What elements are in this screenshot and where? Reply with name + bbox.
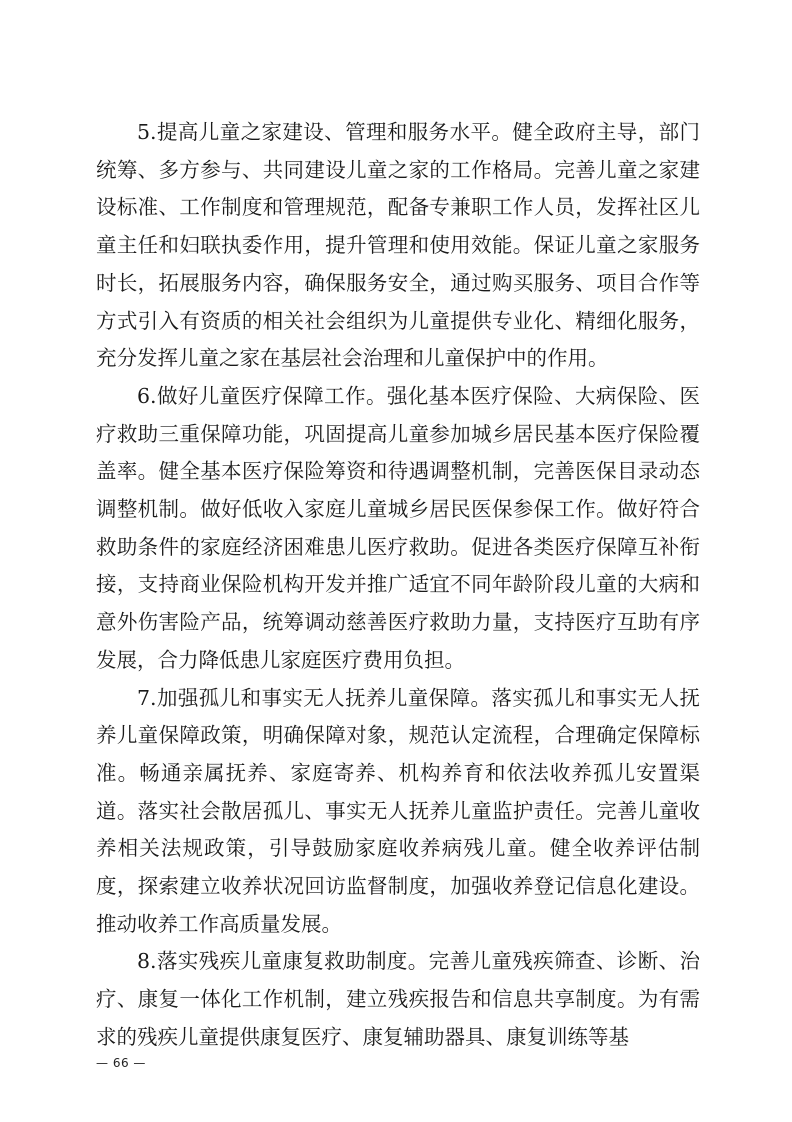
document-body: [96, 114, 700, 1057]
paragraph-7: 7.加强孤儿和事实无人抚养儿童保障。落实孤儿和事实无人抚养儿童保障政策，明确保障对象，规范认定流程，合理确定保障标准。畅通亲属抚养、家庭寄养、机构养育和依法收养孤儿安置渠道。落实社会散居孤儿、事实无人抚养儿童监护责任。完善儿童收养相关法规政策，引导鼓励家庭收养病残儿童。健全收养评估制度，探索建立收养状况回访监督制度，加强收养登记信息化建设。推动收养工作高质量发展。: [96, 685, 700, 936]
page-number: — 66 —: [96, 1056, 146, 1070]
paragraph-8: 8.落实残疾儿童康复救助制度。完善儿童残疾筛查、诊断、治疗、康复一体化工作机制，建立残疾报告和信息共享制度。为有需求的残疾儿童提供康复医疗、康复辅助器具、康复训练等基: [96, 949, 700, 1049]
paragraph-6: 6.做好儿童医疗保障工作。强化基本医疗保险、大病保险、医疗救助三重保障功能，巩固提高儿童参加城乡居民基本医疗保险覆盖率。健全基本医疗保险筹资和待遇调整机制，完善医保目录动态调整机制。做好低收入家庭儿童城乡居民医保参保工作。做好符合救助条件的家庭经济困难患儿医疗救助。促进各类医疗保障互补衔接，支持商业保险机构开发并推广适宜不同年龄阶段儿童的大病和意外伤害险产品，统筹调动慈善医疗救助力量，支持医疗互助有序发展，合力降低患儿家庭医疗费用负担。: [96, 383, 700, 672]
paragraph-5: 5.提高儿童之家建设、管理和服务水平。健全政府主导，部门统筹、多方参与、共同建设儿童之家的工作格局。完善儿童之家建设标准、工作制度和管理规范，配备专兼职工作人员，发挥社区儿童主任和妇联执委作用，提升管理和使用效能。保证儿童之家服务时长，拓展服务内容，确保服务安全，通过购买服务、项目合作等方式引入有资质的相关社会组织为儿童提供专业化、精细化服务，充分发挥儿童之家在基层社会治理和儿童保护中的作用。: [96, 120, 700, 371]
